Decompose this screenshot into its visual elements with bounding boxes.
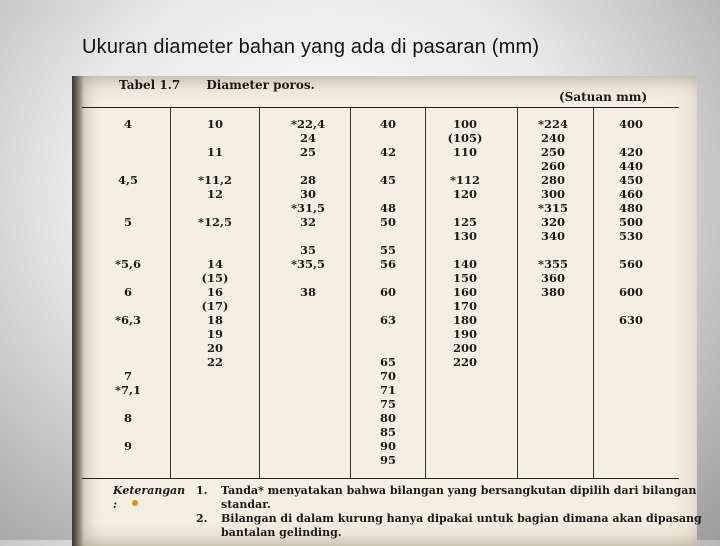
table-cell: 400 — [618, 117, 643, 131]
table-cell: 16 — [206, 285, 223, 299]
table-cell: *22,4 — [290, 117, 326, 131]
table-cell: 5 — [123, 215, 132, 229]
table-cell: 12 — [206, 187, 223, 201]
table-cell: 25 — [299, 145, 316, 159]
table-cell: 460 — [618, 187, 643, 201]
table-cell: 71 — [379, 383, 396, 397]
table-cell: 4 — [123, 117, 132, 131]
table-cell: (15) — [201, 271, 229, 285]
table-cell: 80 — [379, 411, 396, 425]
table-cell: 420 — [618, 145, 643, 159]
table-cell: *224 — [537, 117, 569, 131]
table-cell: 9 — [123, 439, 132, 453]
table-cell: 65 — [379, 355, 396, 369]
column-divider — [593, 107, 594, 479]
table-cell: 85 — [379, 425, 396, 439]
table-name: Diameter poros. — [206, 78, 315, 92]
table-cell: 250 — [540, 145, 565, 159]
table-cell: (105) — [447, 131, 483, 145]
table-cell: 11 — [206, 145, 223, 159]
table-cell: *355 — [537, 257, 569, 271]
table-cell: 14 — [206, 257, 223, 271]
table-cell: 120 — [452, 187, 477, 201]
table-cell: 8 — [123, 411, 132, 425]
table-cell: 440 — [618, 159, 643, 173]
table-cell: 480 — [618, 201, 643, 215]
table-cell: *315 — [537, 201, 569, 215]
table-cell: 530 — [618, 229, 643, 243]
table-cell: 110 — [452, 145, 477, 159]
table-cell: 220 — [452, 355, 477, 369]
ink-mark — [132, 500, 138, 506]
table-cell: 20 — [206, 341, 223, 355]
table-cell: 10 — [206, 117, 223, 131]
table-cell: *6,3 — [114, 313, 142, 327]
scanned-table-image — [72, 76, 702, 546]
table-cell: 130 — [452, 229, 477, 243]
table-cell: 100 — [452, 117, 477, 131]
table-cell: 50 — [379, 215, 396, 229]
table-cell: 38 — [299, 285, 316, 299]
table-cell: 560 — [618, 257, 643, 271]
table-cell: 4,5 — [117, 173, 138, 187]
table-cell: *7,1 — [114, 383, 142, 397]
table-cell: 170 — [452, 299, 477, 313]
table-cell: 190 — [452, 327, 477, 341]
table-cell: 18 — [206, 313, 223, 327]
slide-title: Ukuran diameter bahan yang ada di pasaran (mm) — [82, 36, 540, 58]
column-divider — [170, 107, 171, 479]
table-cell: 280 — [540, 173, 565, 187]
table-cell: *31,5 — [290, 201, 326, 215]
note-text: Tanda* menyatakan bahwa bilangan yang bersangkutan dipilih dari bilangan — [221, 484, 697, 497]
table-cell: 19 — [206, 327, 223, 341]
table-cell: 500 — [618, 215, 643, 229]
table-cell: 240 — [540, 131, 565, 145]
table-cell: 75 — [379, 397, 396, 411]
table-cell: 600 — [618, 285, 643, 299]
table-cell: 24 — [299, 131, 316, 145]
table-cell: 60 — [379, 285, 396, 299]
notes-label: Keterangan : — [113, 484, 186, 511]
column-divider — [259, 107, 260, 479]
table-cell: 35 — [299, 243, 316, 257]
table-cell: 360 — [540, 271, 565, 285]
table-cell: 40 — [379, 117, 396, 131]
table-cell: 45 — [379, 173, 396, 187]
table-cell: 56 — [379, 257, 396, 271]
column-divider — [425, 107, 426, 479]
table-cell: 90 — [379, 439, 396, 453]
table-cell: 70 — [379, 369, 396, 383]
table-cell: 380 — [540, 285, 565, 299]
note-number: 1. — [196, 484, 208, 497]
table-cell: 630 — [618, 313, 643, 327]
table-cell: 42 — [379, 145, 396, 159]
table-cell: 7 — [123, 369, 132, 383]
table-cell: 150 — [452, 271, 477, 285]
table-cell: 55 — [379, 243, 396, 257]
table-cell: 28 — [299, 173, 316, 187]
table-cell: 140 — [452, 257, 477, 271]
table-cell: 260 — [540, 159, 565, 173]
table-cell: 95 — [379, 453, 396, 467]
note-text: standar. — [221, 498, 271, 511]
table-cell: 63 — [379, 313, 396, 327]
table-cell: 200 — [452, 341, 477, 355]
table-cell: (17) — [201, 299, 229, 313]
table-cell: 22 — [206, 355, 223, 369]
table-cell: 180 — [452, 313, 477, 327]
table-cell: *12,5 — [197, 215, 233, 229]
note-number: 2. — [196, 512, 208, 525]
table-cell: 30 — [299, 187, 316, 201]
table-cell: 32 — [299, 215, 316, 229]
table-cell: *11,2 — [197, 173, 233, 187]
table-cell: 450 — [618, 173, 643, 187]
note-text: bantalan gelinding. — [221, 526, 342, 539]
table-cell: 160 — [452, 285, 477, 299]
table-cell: 320 — [540, 215, 565, 229]
table-cell: *112 — [449, 173, 481, 187]
table-cell: 340 — [540, 229, 565, 243]
table-cell: 6 — [123, 285, 132, 299]
table-cell: 125 — [452, 215, 477, 229]
table-cell: 300 — [540, 187, 565, 201]
table-cell: *5,6 — [114, 257, 142, 271]
table-number: Tabel 1.7 — [119, 78, 181, 92]
column-divider — [350, 107, 351, 479]
note-text: Bilangan di dalam kurung hanya dipakai untuk bagian dimana akan dipasang — [221, 512, 702, 525]
table-unit: (Satuan mm) — [559, 90, 648, 104]
table-cell: *35,5 — [290, 257, 326, 271]
table-cell: 48 — [379, 201, 396, 215]
table-caption — [119, 78, 315, 92]
